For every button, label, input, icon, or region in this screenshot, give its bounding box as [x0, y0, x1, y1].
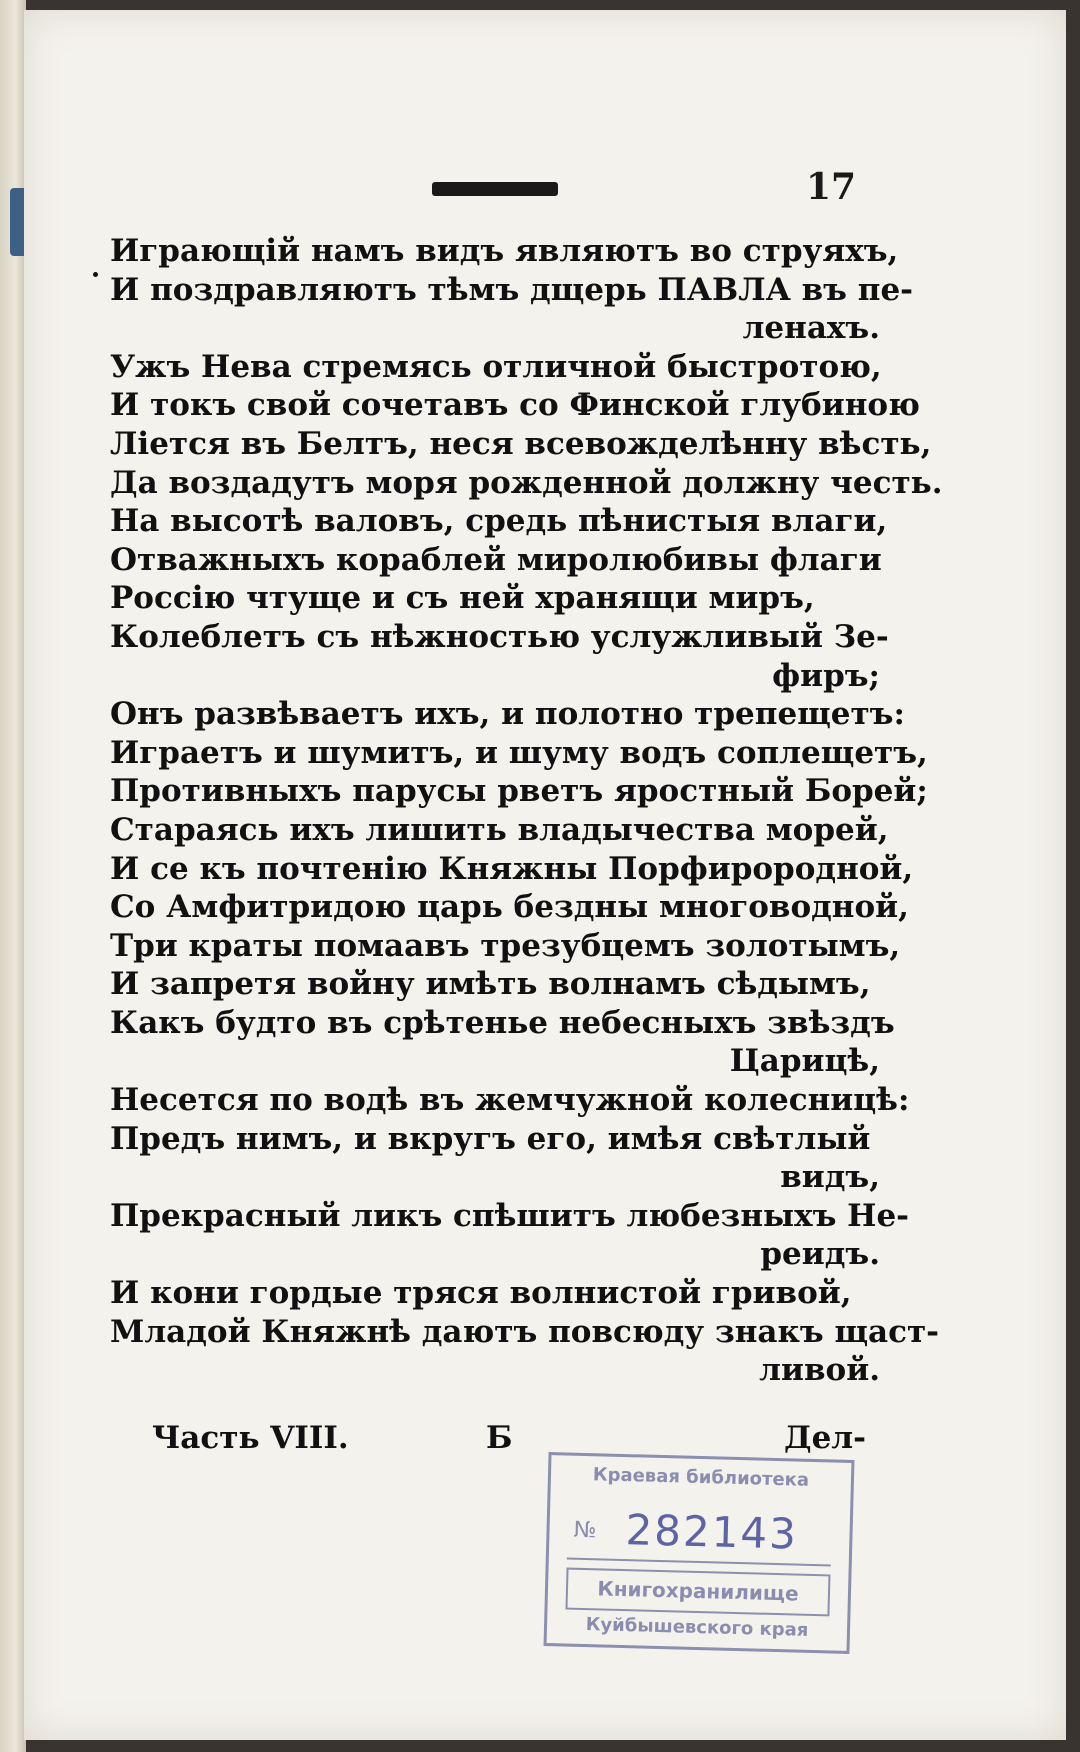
text-line: Ліется въ Белтъ, неся всевожделѣнну вѣсть,: [110, 425, 932, 462]
text-line: Играющій намъ видъ являютъ во струяхъ,: [110, 233, 899, 269]
text-line: фиръ;: [772, 657, 880, 694]
poem-text: [110, 232, 943, 1390]
text-line: И токъ свой сочетавъ со Финской глубиною: [110, 387, 920, 424]
margin-mark: [93, 272, 98, 277]
stamp-middle-text: Книгохранилище: [597, 1576, 799, 1606]
text-line: И се къ почтенію Княжны Порфирородной,: [110, 850, 914, 887]
text-line: Предъ нимъ, и вкругъ его, имѣя свѣтлый: [110, 1120, 871, 1157]
text-line: И запретя войну имѣть волнамъ сѣдымъ,: [110, 966, 871, 1003]
text-line: Стараясь ихъ лишить владычества морей,: [110, 811, 889, 848]
text-line: реидъ.: [760, 1236, 880, 1273]
text-line: И кони гордые тряся волнистой гривой,: [110, 1275, 852, 1312]
footer-catchword: Дел-: [784, 1420, 867, 1456]
text-line: Три краты помаавъ трезубцемъ золотымъ,: [110, 927, 901, 964]
text-line: Отважныхъ кораблей миролюбивы флаги: [110, 541, 882, 578]
library-stamp: [544, 1452, 855, 1654]
text-line: Какъ будто въ срѣтенье небесныхъ звѣздъ: [110, 1004, 895, 1041]
text-line: Ужъ Нева стремясь отличной быстротою,: [110, 348, 882, 385]
stamp-top-text: Краевая библиотека: [592, 1464, 810, 1491]
stamp-bottom-text: Куйбышевского края: [585, 1614, 809, 1641]
text-line: На высотѣ валовъ, средь пѣнистыя влаги,: [110, 503, 888, 540]
text-line: ленахъ.: [742, 310, 880, 347]
page-number: 17: [806, 166, 857, 208]
book-left-edge: [0, 0, 26, 1752]
stamp-no-label: №: [573, 1517, 597, 1544]
text-line: Да воздадутъ моря рожденной должну честь.: [110, 464, 943, 501]
footer-part: Часть VIII.: [152, 1420, 349, 1456]
text-line: Россію чтуще и съ ней хранящи миръ,: [110, 580, 815, 617]
stamp-number-row: [567, 1504, 832, 1567]
text-line: видъ,: [780, 1159, 880, 1196]
text-line: Колеблетъ съ нѣжностью услужливый Зе-: [110, 618, 889, 655]
text-line: Несется по водѣ въ жемчужной колесницѣ:: [110, 1082, 910, 1119]
text-line: ливой.: [759, 1352, 880, 1389]
text-line: Прекрасный ликъ спѣшитъ любезныхъ Не-: [110, 1197, 910, 1234]
book-page: [24, 10, 1066, 1740]
text-line: Играетъ и шумитъ, и шуму водъ соплещетъ,: [110, 734, 928, 771]
text-line: Онъ развѣваетъ ихъ, и полотно трепещетъ:: [110, 696, 905, 733]
text-line: Царицѣ,: [729, 1043, 880, 1080]
header-rule: [432, 182, 558, 196]
footer-signature: Б: [486, 1420, 513, 1456]
text-line: И поздравляютъ тѣмъ дщерь ПАВЛА въ пе-: [110, 271, 914, 308]
stamp-number: 282143: [624, 1505, 799, 1559]
text-line: Младой Княжнѣ даютъ повсюду знакъ щаст-: [110, 1313, 940, 1350]
stamp-middle-box: [565, 1568, 830, 1617]
text-line: Со Амфитридою царь бездны многоводной,: [110, 889, 909, 926]
text-line: Противныхъ парусы рветъ яростный Борей;: [110, 773, 928, 810]
